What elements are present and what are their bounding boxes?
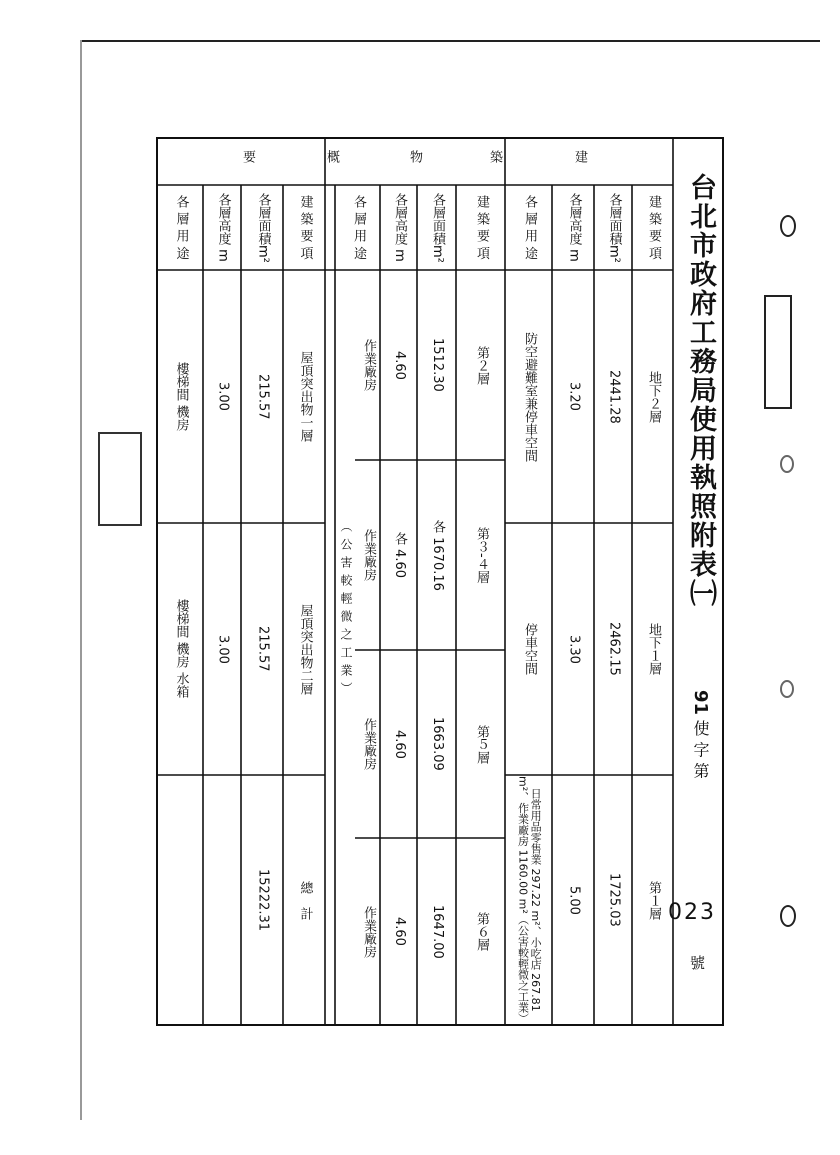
header-use: 各 層 用 途 [521, 195, 537, 260]
header-use: 各 層 用 途 [350, 195, 366, 260]
section-label-3: 物 [407, 150, 422, 165]
doc-suffix: 號 [690, 954, 706, 972]
s3-height-ph1: 3.00 [215, 382, 231, 411]
s3-floor-ph2: 屋頂突出物二層 [297, 603, 313, 695]
s2-height-5: 4.60 [391, 729, 407, 759]
s3-use-ph2: 樓梯間 機房 水箱 [173, 599, 189, 699]
s2-area-2: 1512.30 [429, 338, 445, 392]
header-item: 建 築 要 項 [297, 195, 313, 260]
s3-area-total: 15222.31 [255, 868, 271, 932]
header-item: 建 築 要 項 [473, 195, 489, 260]
s1-floor-b2: 地下２層 [645, 370, 661, 423]
s3-height-ph2: 3.00 [215, 634, 231, 664]
pollution-note: （公害較輕微之工業） [339, 520, 353, 700]
s3-use-ph1: 樓梯間 機房 [173, 361, 189, 432]
s3-area-ph1: 215.57 [255, 373, 271, 420]
s1-area-1: 1725.03 [606, 873, 622, 927]
header-item: 建 築 要 項 [645, 195, 661, 260]
s3-floor-total: 總 計 [297, 880, 313, 920]
s1-area-b1: 2462.15 [606, 622, 622, 676]
section-label-5: 要 [240, 150, 255, 165]
section-label-2: 築 [487, 150, 502, 165]
s2-area-3-4: 各 1670.16 [429, 519, 445, 591]
header-use: 各 層 用 途 [173, 195, 189, 260]
s1-height-b1: 3.30 [566, 634, 582, 664]
s2-use-3-4: 作業廠房 [360, 529, 376, 581]
s1-use-b2: 防空避難室兼停車空間 [521, 331, 537, 462]
s2-use-6: 作業廠房 [360, 905, 376, 958]
s2-use-5: 作業廠房 [360, 718, 376, 770]
s1-floor-1: 第１層 [645, 880, 661, 920]
s1-use-1: 日常用品零售業 297.22 m²、小吃店 267.81 m²、作業廠房 1160.00 m²（公害較輕微之工業） [516, 776, 543, 1024]
s2-floor-6: 第６層 [473, 912, 489, 951]
s2-area-5: 1663.09 [429, 717, 445, 771]
header-height: 各層高度 m [566, 193, 582, 262]
section-label-1: 建 [572, 150, 587, 165]
header-area: 各層面積m² [255, 192, 271, 263]
header-height: 各層高度 m [391, 193, 407, 262]
document-title: 台北市政府工務局使用執照附表㈠ [685, 172, 716, 608]
s2-floor-5: 第５層 [473, 724, 489, 764]
s1-height-1: 5.00 [566, 885, 582, 915]
s2-floor-2: 第２層 [473, 345, 489, 385]
s1-area-b2: 2441.28 [606, 369, 622, 424]
s2-area-6: 1647.00 [429, 904, 445, 959]
header-height: 各層高度 m [215, 193, 231, 262]
header-area: 各層面積m² [429, 192, 445, 263]
s1-floor-b1: 地下１層 [645, 623, 661, 675]
doc-serial: 023 [668, 900, 716, 925]
s2-height-6: 4.60 [391, 917, 407, 946]
s3-floor-ph1: 屋頂突出物一層 [297, 351, 313, 442]
s2-height-3-4: 各 4.60 [391, 531, 407, 579]
s2-floor-3-4: 第３-４層 [473, 526, 489, 584]
s1-height-b2: 3.20 [566, 382, 582, 411]
s2-use-2: 作業廠房 [360, 339, 376, 391]
doc-number-mid: 使 字 第 [691, 720, 710, 779]
s1-use-b1: 停車空間 [521, 623, 537, 675]
doc-year: 91 [690, 690, 711, 716]
header-area: 各層面積m² [606, 192, 622, 263]
section-label-4: 概 [324, 150, 339, 165]
s2-height-2: 4.60 [391, 350, 407, 380]
s3-area-ph2: 215.57 [255, 626, 271, 672]
